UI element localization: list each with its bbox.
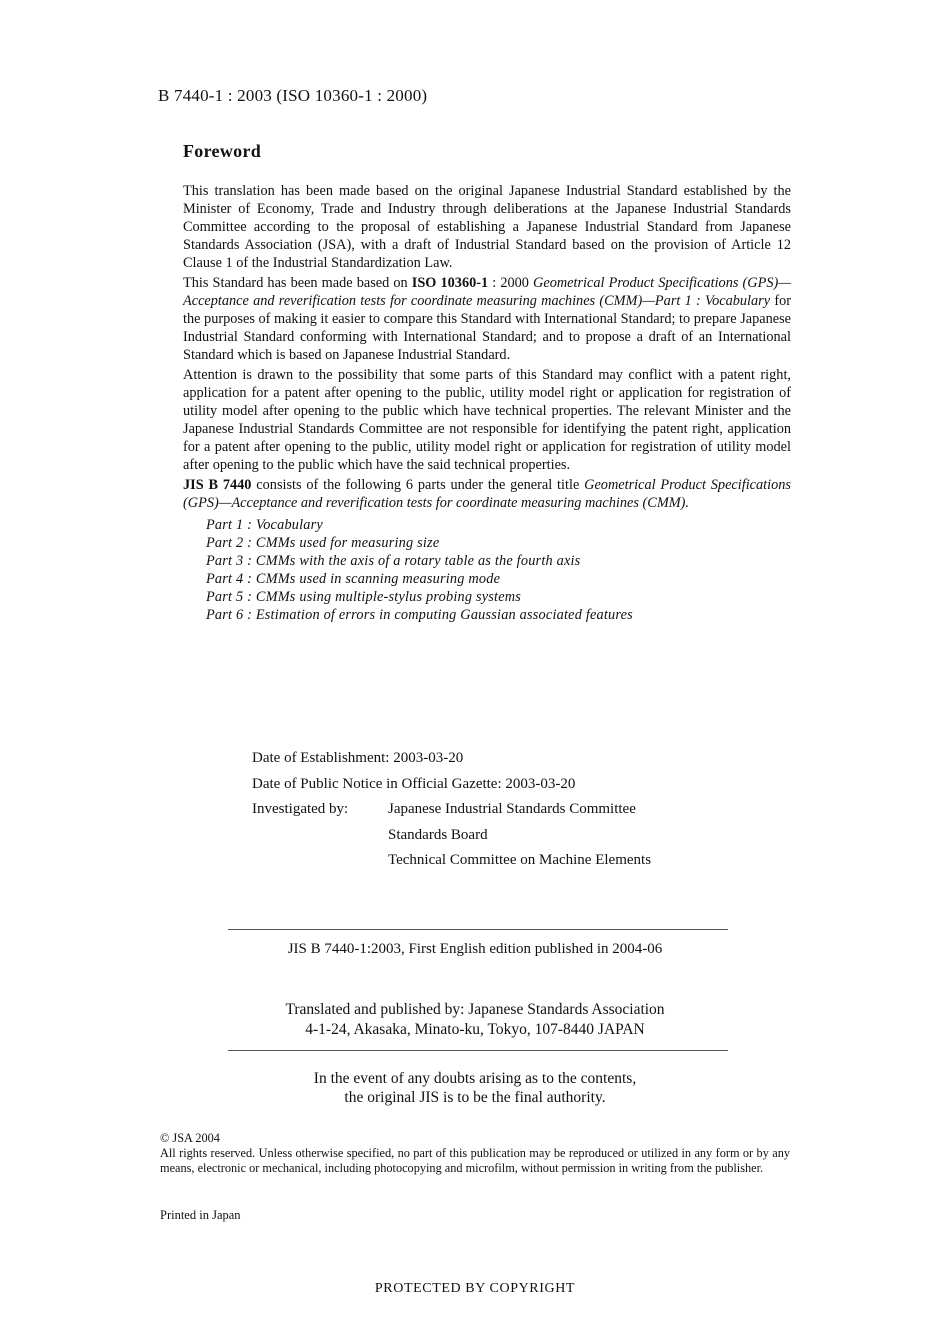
investigated-board: Standards Board: [388, 826, 488, 843]
indent-spacer: [252, 852, 388, 878]
list-item: Part 1 : Vocabulary: [206, 517, 323, 533]
parts-list: [206, 516, 791, 624]
investigated-technical-committee: Technical Committee on Machine Elements: [388, 852, 652, 868]
paragraph-2-post: for the purposes of making it easier to compare this Standard with International Standard; to prepare Japanese Industrial Standard conforming with International Standard; and to propose a draft of an International Standard which is based on Japanese Industrial Standard.: [183, 293, 791, 363]
footer-stamp: PROTECTED BY COPYRIGHT: [374, 1281, 576, 1296]
list-item: Part 5 : CMMs using multiple-stylus probing systems: [206, 589, 522, 605]
copyright-notice: [160, 1131, 790, 1176]
divider-top: [228, 929, 728, 930]
list-item: Part 4 : CMMs used in scanning measuring mode: [206, 571, 501, 587]
printed-in: Printed in Japan: [160, 1208, 241, 1222]
publisher-info: [0, 1000, 950, 1040]
foreword-body: [183, 182, 791, 624]
paragraph-4-text: consists of the following 6 parts under the general title: [251, 477, 585, 493]
paragraph-2-pre: This Standard has been made based on: [183, 275, 412, 291]
publisher-address: 4-1-24, Akasaka, Minato-ku, Tokyo, 107-8440 JAPAN: [305, 1021, 645, 1038]
authority-notice: [0, 1069, 950, 1107]
iso-title: Geometrical Product Specifications (GPS)—Acceptance and reverification tests for coordinate measuring machines (CMM)—Part 1 : Vocabulary: [183, 275, 791, 309]
indent-spacer: [252, 827, 388, 853]
copyright-line: © JSA 2004: [160, 1131, 220, 1145]
document-header: B 7440-1 : 2003 (ISO 10360-1 : 2000): [158, 86, 428, 105]
paragraph-2: [183, 274, 791, 364]
date-of-public-notice: Date of Public Notice in Official Gazette: 2003-03-20: [252, 775, 576, 792]
iso-reference: ISO 10360-1: [411, 275, 489, 291]
establishment-info: [252, 750, 651, 878]
authority-line-1: In the event of any doubts arising as to the contents,: [313, 1070, 637, 1087]
list-item: Part 6 : Estimation of errors in computing Gaussian associated features: [206, 607, 633, 623]
paragraph-4: [183, 476, 791, 512]
list-item: Part 2 : CMMs used for measuring size: [206, 535, 440, 551]
publisher-line: Translated and published by: Japanese Standards Association: [285, 1001, 665, 1018]
date-of-establishment: Date of Establishment: 2003-03-20: [252, 750, 464, 766]
paragraph-3: Attention is drawn to the possibility that some parts of this Standard may conflict with a patent right, application for a patent after opening to the public, utility model right or application for registration of utility model after opening to the public which have technical properties. The relevant Minister and the Japanese Industrial Standards Committee are not responsible for identifying the patent right, application for a patent after opening to the public, utility model right or application for registration of utility model after opening to the public which have the said technical properties.: [183, 367, 791, 473]
investigated-committee: Japanese Industrial Standards Committee: [388, 801, 636, 817]
authority-line-2: the original JIS is to be the final authority.: [344, 1089, 606, 1106]
divider-bottom: [228, 1050, 728, 1051]
list-item: Part 3 : CMMs with the axis of a rotary table as the fourth axis: [206, 553, 581, 569]
edition-line: JIS B 7440-1:2003, First English edition published in 2004-06: [287, 941, 663, 957]
investigated-label: Investigated by:: [252, 801, 349, 817]
section-heading: Foreword: [183, 141, 262, 161]
paragraph-1: This translation has been made based on the original Japanese Industrial Standard established by the Minister of Economy, Trade and Industry through deliberations at the Japanese Industrial Standards Committee according to the proposal of establishing a Japanese Industrial Standard from Japanese Standards Association (JSA), with a draft of Industrial Standard based on the provision of Article 12 Clause 1 of the Industrial Standardization Law.: [183, 183, 791, 271]
general-title: Geometrical Product Specifications (GPS)—Acceptance and reverification tests for coordinate measuring machines (CMM).: [183, 477, 791, 511]
rights-statement: All rights reserved. Unless otherwise specified, no part of this publication may be reproduced or utilized in any form or by any means, electronic or mechanical, including photocopying and microfilm, without permission in writing from the publisher.: [160, 1146, 790, 1175]
paragraph-2-mid: : 2000: [488, 275, 534, 291]
jis-reference: JIS B 7440: [183, 477, 252, 493]
